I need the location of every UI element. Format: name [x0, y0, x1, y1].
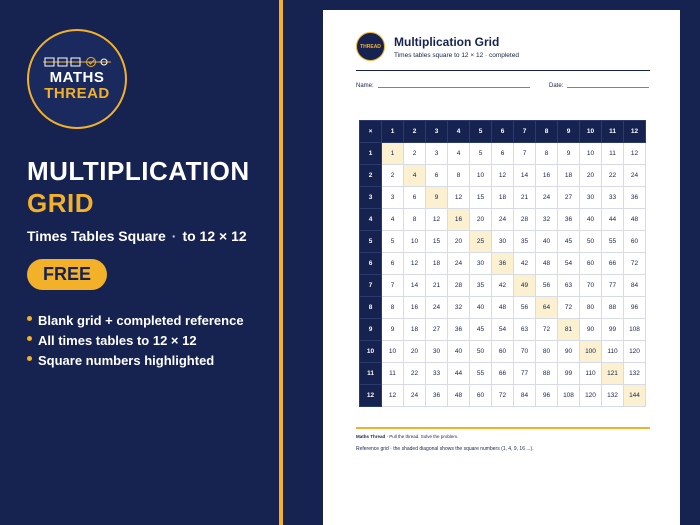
product-cell: 7: [382, 275, 404, 297]
product-cell: 5: [470, 143, 492, 165]
product-cell: 84: [514, 385, 536, 407]
square-number-cell: 49: [514, 275, 536, 297]
product-cell: 99: [602, 319, 624, 341]
product-subtitle: [27, 228, 247, 244]
product-cell: 72: [492, 385, 514, 407]
product-cell: 12: [624, 143, 646, 165]
worksheet-subtitle: Times tables square to 12 × 12 · completed: [394, 52, 519, 59]
bullet-dot-icon: [27, 356, 32, 361]
product-cell: 30: [426, 341, 448, 363]
product-cell: 12: [426, 209, 448, 231]
product-cell: 21: [514, 187, 536, 209]
product-title-line1: MULTIPLICATION: [27, 156, 250, 186]
date-label: Date:: [549, 83, 564, 89]
product-cell: 88: [536, 363, 558, 385]
footer-brand-line: [356, 434, 458, 439]
maths-thread-logo: [27, 29, 127, 129]
product-cell: 90: [580, 319, 602, 341]
product-cell: 24: [426, 297, 448, 319]
row-header: 9: [360, 319, 382, 341]
feature-label: Blank grid + completed reference: [38, 313, 244, 328]
product-cell: 4: [448, 143, 470, 165]
square-number-cell: 144: [624, 385, 646, 407]
row-header: 1: [360, 143, 382, 165]
table-row: [360, 231, 646, 253]
product-cell: 48: [492, 297, 514, 319]
product-cell: 12: [382, 385, 404, 407]
product-cell: 35: [514, 231, 536, 253]
product-cell: 6: [492, 143, 514, 165]
product-cell: 5: [382, 231, 404, 253]
product-cell: 108: [624, 319, 646, 341]
column-header: 9: [558, 121, 580, 143]
product-cell: 24: [624, 165, 646, 187]
product-cell: 108: [558, 385, 580, 407]
column-header: 4: [448, 121, 470, 143]
row-header: 12: [360, 385, 382, 407]
product-cell: 27: [558, 187, 580, 209]
product-cell: 45: [558, 231, 580, 253]
product-cell: 2: [382, 165, 404, 187]
product-cell: 33: [426, 363, 448, 385]
product-cell: 90: [558, 341, 580, 363]
table-row: [360, 187, 646, 209]
product-cell: 6: [404, 187, 426, 209]
product-cell: 56: [536, 275, 558, 297]
footer-rule: [356, 427, 650, 429]
product-cell: 16: [536, 165, 558, 187]
product-cell: 60: [580, 253, 602, 275]
square-number-cell: 4: [404, 165, 426, 187]
product-cell: 32: [536, 209, 558, 231]
worksheet-page: [323, 10, 680, 525]
product-cell: 132: [624, 363, 646, 385]
date-line[interactable]: [567, 87, 649, 88]
corner-cell: ×: [360, 121, 382, 143]
product-cell: 20: [470, 209, 492, 231]
product-cell: 20: [580, 165, 602, 187]
square-number-cell: 16: [448, 209, 470, 231]
product-cell: 77: [602, 275, 624, 297]
product-cell: 110: [580, 363, 602, 385]
column-header: 6: [492, 121, 514, 143]
product-cell: 72: [536, 319, 558, 341]
product-cell: 24: [448, 253, 470, 275]
row-header: 7: [360, 275, 382, 297]
product-cell: 48: [536, 253, 558, 275]
product-cell: 72: [624, 253, 646, 275]
product-cell: 60: [624, 231, 646, 253]
product-cell: 54: [492, 319, 514, 341]
product-cell: 18: [426, 253, 448, 275]
column-header: 1: [382, 121, 404, 143]
footer-note: Reference grid · the shaded diagonal shows the square numbers (1, 4, 9, 16 ...).: [356, 446, 534, 452]
subtitle-separator: ·: [171, 228, 177, 244]
product-cell: 120: [580, 385, 602, 407]
square-number-cell: 36: [492, 253, 514, 275]
row-header: 8: [360, 297, 382, 319]
bullet-dot-icon: [27, 336, 32, 341]
column-header: 7: [514, 121, 536, 143]
product-cell: 36: [426, 385, 448, 407]
product-cell: 15: [470, 187, 492, 209]
feature-item: [27, 351, 244, 371]
row-header: 11: [360, 363, 382, 385]
column-header: 11: [602, 121, 624, 143]
product-cell: 8: [382, 297, 404, 319]
product-title-line2: GRID: [27, 188, 94, 218]
product-cell: 48: [448, 385, 470, 407]
bullet-dot-icon: [27, 316, 32, 321]
product-cell: 55: [602, 231, 624, 253]
product-cell: 63: [558, 275, 580, 297]
product-cell: 36: [558, 209, 580, 231]
product-cell: 70: [514, 341, 536, 363]
multiplication-table: [359, 120, 646, 407]
product-cell: 50: [580, 231, 602, 253]
table-row: [360, 341, 646, 363]
thread-strand-icon: [41, 56, 113, 68]
product-cell: 96: [624, 297, 646, 319]
product-cell: 48: [624, 209, 646, 231]
product-cell: 30: [470, 253, 492, 275]
subtitle-part1: Times Tables Square: [27, 228, 166, 244]
column-header: 3: [426, 121, 448, 143]
product-cell: 32: [448, 297, 470, 319]
table-row: [360, 209, 646, 231]
product-cell: 10: [404, 231, 426, 253]
feature-item: [27, 331, 244, 351]
table-row: [360, 143, 646, 165]
product-cell: 16: [404, 297, 426, 319]
feature-label: All times tables to 12 × 12: [38, 333, 197, 348]
square-number-cell: 121: [602, 363, 624, 385]
product-cell: 2: [404, 143, 426, 165]
product-cell: 15: [426, 231, 448, 253]
product-cell: 14: [514, 165, 536, 187]
column-header: 5: [470, 121, 492, 143]
product-cell: 36: [448, 319, 470, 341]
product-cell: 99: [558, 363, 580, 385]
row-header: 10: [360, 341, 382, 363]
product-cell: 70: [580, 275, 602, 297]
product-cell: 24: [492, 209, 514, 231]
square-number-cell: 100: [580, 341, 602, 363]
square-number-cell: 81: [558, 319, 580, 341]
product-cell: 30: [492, 231, 514, 253]
table-row: [360, 165, 646, 187]
product-cell: 6: [382, 253, 404, 275]
product-cell: 120: [624, 341, 646, 363]
product-cell: 40: [448, 341, 470, 363]
product-cell: 28: [514, 209, 536, 231]
feature-item: [27, 311, 244, 331]
square-number-cell: 25: [470, 231, 492, 253]
column-header: 8: [536, 121, 558, 143]
product-cell: 44: [448, 363, 470, 385]
footer-tagline: · Pull the thread. Solve the problem.: [386, 434, 459, 439]
product-cell: 44: [602, 209, 624, 231]
product-cell: 40: [580, 209, 602, 231]
subtitle-part2: to 12 × 12: [182, 228, 247, 244]
product-cell: 63: [514, 319, 536, 341]
product-cell: 14: [404, 275, 426, 297]
product-cell: 110: [602, 341, 624, 363]
product-cell: 56: [514, 297, 536, 319]
product-cell: 30: [580, 187, 602, 209]
product-cell: 10: [580, 143, 602, 165]
product-cell: 20: [404, 341, 426, 363]
product-cell: 88: [602, 297, 624, 319]
product-cell: 80: [536, 341, 558, 363]
logo-word-thread: THREAD: [44, 85, 110, 102]
row-header: 3: [360, 187, 382, 209]
product-cell: 12: [492, 165, 514, 187]
date-field: [549, 83, 649, 89]
product-cell: 22: [404, 363, 426, 385]
product-cell: 7: [514, 143, 536, 165]
product-cell: 11: [602, 143, 624, 165]
product-cell: 24: [536, 187, 558, 209]
product-cell: 21: [426, 275, 448, 297]
name-field: [356, 83, 530, 89]
product-cell: 96: [536, 385, 558, 407]
product-cell: 18: [492, 187, 514, 209]
product-cell: 12: [404, 253, 426, 275]
table-row: [360, 363, 646, 385]
product-cell: 40: [470, 297, 492, 319]
name-line[interactable]: [378, 87, 530, 88]
table-row: [360, 275, 646, 297]
product-cell: 3: [426, 143, 448, 165]
row-header: 5: [360, 231, 382, 253]
product-cell: 54: [558, 253, 580, 275]
product-cell: 22: [602, 165, 624, 187]
header-rule: [356, 70, 650, 71]
table-row: [360, 385, 646, 407]
product-cell: 66: [602, 253, 624, 275]
name-label: Name:: [356, 83, 374, 89]
product-cell: 8: [404, 209, 426, 231]
product-cell: 36: [624, 187, 646, 209]
table-row: [360, 253, 646, 275]
worksheet-title: Multiplication Grid: [394, 35, 500, 49]
square-number-cell: 64: [536, 297, 558, 319]
product-cell: 60: [470, 385, 492, 407]
product-cell: 8: [448, 165, 470, 187]
product-cell: 40: [536, 231, 558, 253]
product-cell: 35: [470, 275, 492, 297]
square-number-cell: 1: [382, 143, 404, 165]
product-cell: 9: [382, 319, 404, 341]
table-row: [360, 297, 646, 319]
product-cell: 66: [492, 363, 514, 385]
product-cell: 11: [382, 363, 404, 385]
column-header: 10: [580, 121, 602, 143]
product-cell: 80: [580, 297, 602, 319]
column-header: 2: [404, 121, 426, 143]
feature-label: Square numbers highlighted: [38, 353, 215, 368]
row-header: 4: [360, 209, 382, 231]
table-row: [360, 319, 646, 341]
column-header: 12: [624, 121, 646, 143]
footer-brand: Maths Thread: [356, 434, 386, 439]
product-cell: 84: [624, 275, 646, 297]
row-header: 2: [360, 165, 382, 187]
worksheet-logo-icon: [356, 32, 385, 61]
product-cell: 12: [448, 187, 470, 209]
product-cell: 42: [514, 253, 536, 275]
product-cell: 3: [382, 187, 404, 209]
product-cell: 45: [470, 319, 492, 341]
product-cell: 10: [470, 165, 492, 187]
row-header: 6: [360, 253, 382, 275]
product-cell: 24: [404, 385, 426, 407]
product-cell: 9: [558, 143, 580, 165]
product-cell: 8: [536, 143, 558, 165]
square-number-cell: 9: [426, 187, 448, 209]
product-cell: 28: [448, 275, 470, 297]
product-cell: 50: [470, 341, 492, 363]
product-cell: 132: [602, 385, 624, 407]
product-cell: 72: [558, 297, 580, 319]
product-cell: 18: [404, 319, 426, 341]
product-cell: 20: [448, 231, 470, 253]
product-cell: 33: [602, 187, 624, 209]
product-cell: 18: [558, 165, 580, 187]
product-cell: 42: [492, 275, 514, 297]
product-cell: 55: [470, 363, 492, 385]
header-row: [360, 121, 646, 143]
product-cell: 6: [426, 165, 448, 187]
product-cell: 60: [492, 341, 514, 363]
free-badge: FREE: [27, 259, 107, 290]
product-cell: 4: [382, 209, 404, 231]
worksheet-logo-text: THREAD: [360, 43, 381, 50]
product-cell: 27: [426, 319, 448, 341]
logo-word-maths: MATHS: [49, 69, 105, 86]
product-cell: 10: [382, 341, 404, 363]
product-cell: 77: [514, 363, 536, 385]
feature-list: [27, 311, 244, 371]
